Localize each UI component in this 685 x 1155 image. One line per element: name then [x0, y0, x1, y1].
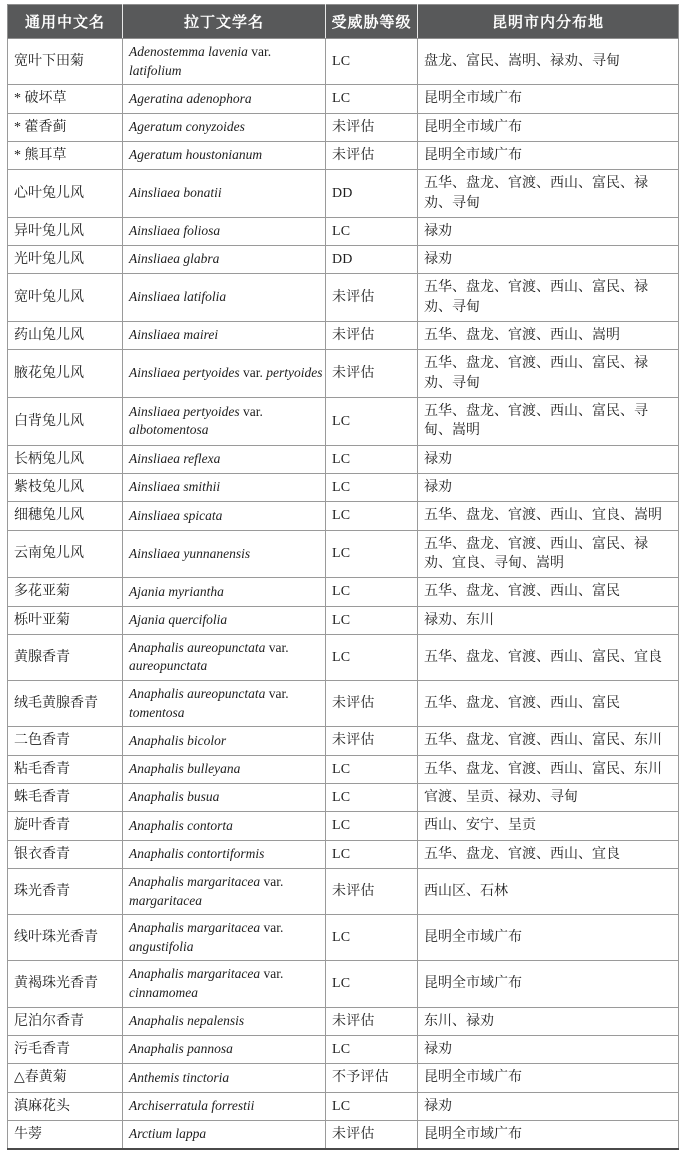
cell-distribution: 五华、盘龙、官渡、西山、富民、禄劝、宜良、寻甸、嵩明: [418, 530, 679, 578]
cell-latin-name: Anaphalis busua: [123, 783, 326, 811]
table-row: [8, 1064, 679, 1092]
cell-common-name: 白背兔儿风: [8, 398, 123, 446]
cell-common-name: 紫枝兔儿风: [8, 473, 123, 501]
cell-latin-name: Ainsliaea pertyoides var. albotomentosa: [123, 398, 326, 446]
cell-distribution: 西山区、石林: [418, 868, 679, 914]
cell-threat-level: LC: [326, 840, 418, 868]
table-row: [8, 578, 679, 606]
cell-threat-level: LC: [326, 39, 418, 85]
cell-threat-level: 未评估: [326, 868, 418, 914]
cell-latin-name: Ainsliaea spicata: [123, 502, 326, 530]
table-row: [8, 322, 679, 350]
cell-distribution: 昆明全市域广布: [418, 113, 679, 141]
table-row: [8, 445, 679, 473]
cell-threat-level: LC: [326, 578, 418, 606]
cell-distribution: 盘龙、富民、嵩明、禄劝、寻甸: [418, 39, 679, 85]
cell-common-name: 长柄兔儿风: [8, 445, 123, 473]
cell-threat-level: LC: [326, 217, 418, 245]
table-header: [8, 5, 679, 39]
table-row: [8, 398, 679, 446]
cell-distribution: 官渡、呈贡、禄劝、寻甸: [418, 783, 679, 811]
table-row: [8, 727, 679, 755]
column-header-threat-level: 受威胁等级: [326, 5, 418, 39]
cell-distribution: 五华、盘龙、官渡、西山、富民、宜良: [418, 634, 679, 680]
cell-latin-name: Adenostemma lavenia var. latifolium: [123, 39, 326, 85]
cell-threat-level: LC: [326, 606, 418, 634]
table-row: [8, 502, 679, 530]
cell-latin-name: Ainsliaea latifolia: [123, 274, 326, 322]
cell-distribution: 禄劝: [418, 246, 679, 274]
cell-distribution: 五华、盘龙、官渡、西山、富民、东川: [418, 755, 679, 783]
table-row: [8, 1120, 679, 1149]
cell-latin-name: Anaphalis margaritacea var. angustifolia: [123, 915, 326, 961]
table-row: [8, 274, 679, 322]
cell-distribution: 东川、禄劝: [418, 1007, 679, 1035]
cell-latin-name: Ainsliaea smithii: [123, 473, 326, 501]
table-row: [8, 755, 679, 783]
cell-common-name: 云南兔儿风: [8, 530, 123, 578]
cell-latin-name: Anaphalis bulleyana: [123, 755, 326, 783]
cell-distribution: 五华、盘龙、官渡、西山、富民、禄劝、寻甸: [418, 170, 679, 218]
cell-latin-name: Ageratum conyzoides: [123, 113, 326, 141]
cell-common-name: 绒毛黄腺香青: [8, 681, 123, 727]
cell-common-name: * 熊耳草: [8, 141, 123, 169]
cell-threat-level: LC: [326, 812, 418, 840]
cell-latin-name: Ainsliaea bonatii: [123, 170, 326, 218]
cell-common-name: 蛛毛香青: [8, 783, 123, 811]
table-row: [8, 915, 679, 961]
cell-latin-name: Archiserratula forrestii: [123, 1092, 326, 1120]
cell-threat-level: 未评估: [326, 322, 418, 350]
table-row: [8, 113, 679, 141]
cell-distribution: 昆明全市域广布: [418, 141, 679, 169]
table-row: [8, 246, 679, 274]
cell-latin-name: Ainsliaea glabra: [123, 246, 326, 274]
header-row: [8, 5, 679, 39]
table-row: [8, 141, 679, 169]
cell-common-name: 多花亚菊: [8, 578, 123, 606]
cell-distribution: 昆明全市域广布: [418, 1064, 679, 1092]
cell-threat-level: 未评估: [326, 141, 418, 169]
cell-threat-level: LC: [326, 1092, 418, 1120]
cell-distribution: 五华、盘龙、官渡、西山、富民、禄劝、寻甸: [418, 350, 679, 398]
cell-threat-level: LC: [326, 445, 418, 473]
cell-distribution: 昆明全市域广布: [418, 915, 679, 961]
cell-distribution: 五华、盘龙、官渡、西山、富民、东川: [418, 727, 679, 755]
cell-distribution: 昆明全市域广布: [418, 1120, 679, 1149]
cell-latin-name: Ainsliaea pertyoides var. pertyoides: [123, 350, 326, 398]
cell-common-name: 栎叶亚菊: [8, 606, 123, 634]
cell-common-name: 珠光香青: [8, 868, 123, 914]
cell-latin-name: Anaphalis pannosa: [123, 1035, 326, 1063]
cell-threat-level: LC: [326, 783, 418, 811]
table-row: [8, 1092, 679, 1120]
cell-threat-level: LC: [326, 1035, 418, 1063]
cell-latin-name: Ajania quercifolia: [123, 606, 326, 634]
cell-latin-name: Anaphalis margaritacea var. margaritacea: [123, 868, 326, 914]
cell-common-name: 腋花兔儿风: [8, 350, 123, 398]
cell-common-name: 细穗兔儿风: [8, 502, 123, 530]
cell-common-name: * 破坏草: [8, 85, 123, 113]
cell-latin-name: Anaphalis aureopunctata var. aureopunctata: [123, 634, 326, 680]
cell-common-name: 尼泊尔香青: [8, 1007, 123, 1035]
cell-common-name: 光叶兔儿风: [8, 246, 123, 274]
cell-threat-level: LC: [326, 530, 418, 578]
cell-latin-name: Anaphalis margaritacea var. cinnamomea: [123, 961, 326, 1007]
cell-distribution: 五华、盘龙、官渡、西山、嵩明: [418, 322, 679, 350]
table-row: [8, 473, 679, 501]
cell-distribution: 昆明全市域广布: [418, 961, 679, 1007]
cell-common-name: 旋叶香青: [8, 812, 123, 840]
cell-threat-level: 未评估: [326, 350, 418, 398]
cell-threat-level: LC: [326, 961, 418, 1007]
cell-threat-level: 未评估: [326, 1120, 418, 1149]
cell-latin-name: Arctium lappa: [123, 1120, 326, 1149]
cell-common-name: 宽叶下田菊: [8, 39, 123, 85]
cell-threat-level: 未评估: [326, 113, 418, 141]
table-row: [8, 812, 679, 840]
cell-latin-name: Ageratum houstonianum: [123, 141, 326, 169]
cell-threat-level: LC: [326, 85, 418, 113]
column-header-distribution: 昆明市内分布地: [418, 5, 679, 39]
table-row: [8, 868, 679, 914]
cell-distribution: 禄劝: [418, 473, 679, 501]
cell-distribution: 五华、盘龙、官渡、西山、富民: [418, 578, 679, 606]
cell-common-name: △春黄菊: [8, 1064, 123, 1092]
table-row: [8, 961, 679, 1007]
cell-latin-name: Ageratina adenophora: [123, 85, 326, 113]
table-row: [8, 606, 679, 634]
cell-distribution: 禄劝: [418, 1092, 679, 1120]
table-row: [8, 1007, 679, 1035]
table-row: [8, 783, 679, 811]
table-row: [8, 840, 679, 868]
cell-threat-level: DD: [326, 170, 418, 218]
cell-latin-name: Anaphalis contorta: [123, 812, 326, 840]
cell-latin-name: Ajania myriantha: [123, 578, 326, 606]
cell-common-name: 污毛香青: [8, 1035, 123, 1063]
cell-distribution: 禄劝: [418, 445, 679, 473]
cell-distribution: 五华、盘龙、官渡、西山、富民、寻甸、嵩明: [418, 398, 679, 446]
cell-distribution: 禄劝: [418, 1035, 679, 1063]
cell-latin-name: Ainsliaea yunnanensis: [123, 530, 326, 578]
cell-common-name: 粘毛香青: [8, 755, 123, 783]
cell-distribution: 昆明全市域广布: [418, 85, 679, 113]
table-row: [8, 85, 679, 113]
cell-distribution: 五华、盘龙、官渡、西山、宜良: [418, 840, 679, 868]
cell-latin-name: Ainsliaea reflexa: [123, 445, 326, 473]
cell-common-name: 二色香青: [8, 727, 123, 755]
table-row: [8, 39, 679, 85]
cell-latin-name: Ainsliaea mairei: [123, 322, 326, 350]
cell-threat-level: LC: [326, 502, 418, 530]
cell-latin-name: Anaphalis nepalensis: [123, 1007, 326, 1035]
table-body: [8, 39, 679, 1150]
cell-threat-level: LC: [326, 634, 418, 680]
cell-common-name: 滇麻花头: [8, 1092, 123, 1120]
cell-distribution: 五华、盘龙、官渡、西山、富民、禄劝、寻甸: [418, 274, 679, 322]
cell-threat-level: LC: [326, 915, 418, 961]
table-row: [8, 681, 679, 727]
cell-threat-level: 不予评估: [326, 1064, 418, 1092]
cell-common-name: * 藿香蓟: [8, 113, 123, 141]
cell-latin-name: Ainsliaea foliosa: [123, 217, 326, 245]
table-row: [8, 217, 679, 245]
cell-distribution: 西山、安宁、呈贡: [418, 812, 679, 840]
cell-common-name: 黄腺香青: [8, 634, 123, 680]
cell-threat-level: LC: [326, 398, 418, 446]
cell-threat-level: DD: [326, 246, 418, 274]
cell-distribution: 五华、盘龙、官渡、西山、宜良、嵩明: [418, 502, 679, 530]
table-row: [8, 634, 679, 680]
cell-common-name: 牛蒡: [8, 1120, 123, 1149]
cell-latin-name: Anaphalis bicolor: [123, 727, 326, 755]
cell-threat-level: 未评估: [326, 681, 418, 727]
cell-distribution: 五华、盘龙、官渡、西山、富民: [418, 681, 679, 727]
column-header-common-name: 通用中文名: [8, 5, 123, 39]
cell-common-name: 黄褐珠光香青: [8, 961, 123, 1007]
species-table: [7, 4, 679, 1150]
table-row: [8, 1035, 679, 1063]
cell-threat-level: 未评估: [326, 727, 418, 755]
cell-common-name: 药山兔儿风: [8, 322, 123, 350]
cell-common-name: 线叶珠光香青: [8, 915, 123, 961]
cell-threat-level: 未评估: [326, 1007, 418, 1035]
cell-latin-name: Anaphalis aureopunctata var. tomentosa: [123, 681, 326, 727]
cell-distribution: 禄劝: [418, 217, 679, 245]
cell-threat-level: LC: [326, 473, 418, 501]
cell-distribution: 禄劝、东川: [418, 606, 679, 634]
cell-latin-name: Anaphalis contortiformis: [123, 840, 326, 868]
cell-common-name: 宽叶兔儿风: [8, 274, 123, 322]
column-header-latin-name: 拉丁文学名: [123, 5, 326, 39]
cell-common-name: 心叶兔儿风: [8, 170, 123, 218]
table-row: [8, 530, 679, 578]
table-row: [8, 350, 679, 398]
cell-common-name: 异叶兔儿风: [8, 217, 123, 245]
cell-threat-level: LC: [326, 755, 418, 783]
table-row: [8, 170, 679, 218]
cell-common-name: 银衣香青: [8, 840, 123, 868]
cell-threat-level: 未评估: [326, 274, 418, 322]
cell-latin-name: Anthemis tinctoria: [123, 1064, 326, 1092]
